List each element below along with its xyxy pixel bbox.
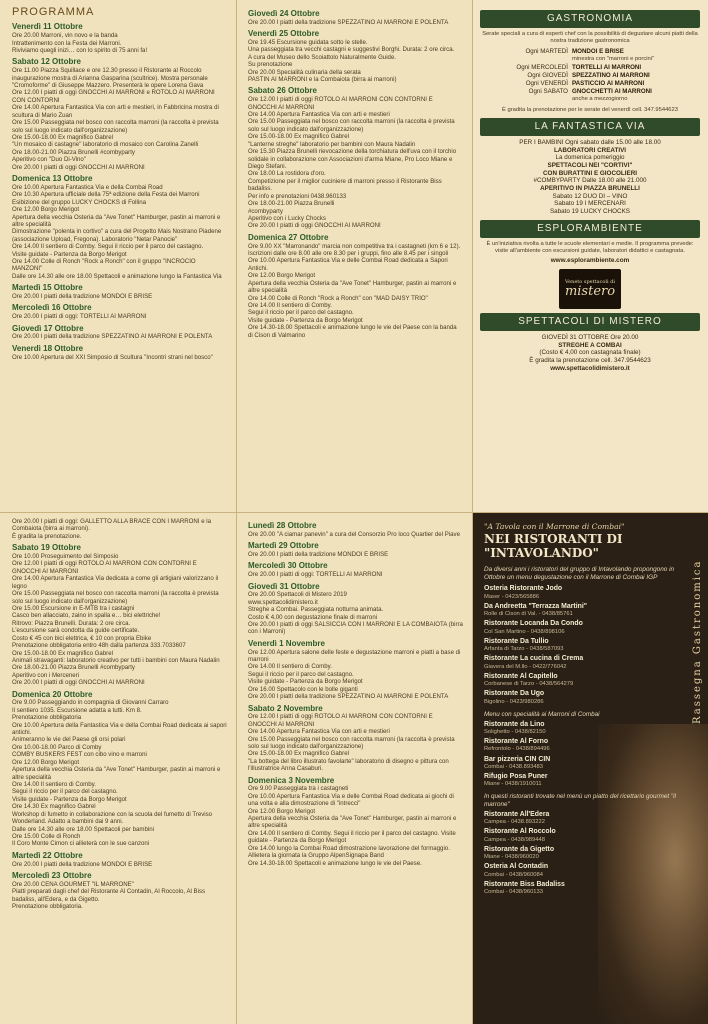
program-entry: Ore 14.00 Apertura Fantastica Via dedicata a come gli artigiani valorizzano il legno [12,575,219,590]
restaurant-item [484,738,680,753]
gastronomia-day: Ogni GIOVEDÌ [527,71,568,79]
program-entry: Ore 15.00 Passeggiata nel bosco con raccolta marroni (la raccolta è prevista solo sul luogo indicato dall'organizzazione) [12,590,219,605]
restaurant-info: Corbanese di Tarzo - 0438/564279 [484,681,574,688]
restaurant-info: Bigolino - 0423/980286 [484,698,544,705]
program-entry: Aperitivo con i Lucky Chocks [248,214,326,222]
program-entry: Apertura della vecchia Osteria da "Ave Tonet" Hamburger, pastin ai marroni e altre specialità [12,213,221,228]
program-entry: Ore 9.00 XX "Marronando" marcia non competitiva tra i castagneti (km 6 e 12). [248,242,461,250]
restaurant-info: Maser - 0423/565886 [484,593,540,600]
program-entry: Casco ben allacciato, zaino in spalla e… bici elettriche! [12,612,161,620]
fantastica-line: LABORATORI CREATIVI [553,146,627,154]
program-entry: Ritrovo: Piazza Brunelli. Durata: 2 ore circa. [12,619,131,627]
restaurant-info: Combai - 0438/960133 [484,889,543,896]
program-entry: Ore 20.00 I piatti di oggi SALSICCIA CON I MARRONI E LA COMBAIOTA (birra con i Marroni) [248,620,463,636]
program-entry: Ore 20.00 I piatti di oggi GNOCCHI AI MARRONI [12,163,145,171]
esplorambiente-text: È un'iniziativa rivolta a tutte le scuole elementari e medie. Il programma prevede: visite all'ambiente con escursioni guidate, laboratori didattici e castagnata. [486,240,694,254]
gastronomia-row [480,64,700,72]
panel-programma-2 [236,0,472,512]
restaurant-item [484,673,680,688]
program-day-heading: Martedì 29 Ottobre [248,541,319,551]
program-entry: Costo € 45 con bici elettrica, € 10 con propria Ebike [12,634,152,642]
restaurant-info: Miane - 0438/1910011 [484,781,542,788]
program-entry: Ore 9.00 Passeggiata tra i castagneti [248,785,349,793]
restaurant-item [484,638,680,653]
program-day-heading: Martedì 15 Ottobre [12,283,83,293]
program-entry: "Un mosaico di castagne" laboratorio di mosaico con Carolina Zanelli [12,141,199,149]
restaurant-item [484,585,680,600]
gastronomia-note: anche a mezzogiorno [572,96,628,103]
program-entry: Workshop di fumetto in collaborazione con la scuola del fumetto di Treviso Wonderland. Adatto a bambini dai 9 anni. [12,810,213,826]
program-entry: Ore 14.00 Il sentiero di Comby. [12,781,96,788]
vertical-title: Rassegna Gastronomica [691,559,703,725]
restaurant-name: Ristorante Al Roccolo [484,828,556,836]
program-entry: Streghe a Combai. Passeggiata notturna animata. [248,606,384,614]
restaurant-info: Refrontolo - 0438/894496 [484,746,550,753]
program-entry: Dalle ore 14.30 alle ore 18.00 Spettacoli e animazione lungo la Fantastica Via [12,272,222,280]
fantastica-line: #COMBYPARTY Dalle 18.00 alle 21.000 [533,177,647,185]
program-entry: Ore 12.00 I piatti di oggi ROTOLO AI MARRONI CON CONTORNI E GNOCCHI AI MARRONI [12,560,197,575]
fantastica-line: Sabato 12 DUO DI – VINO [552,192,628,200]
program-entry: È gradita la prenotazione. [12,532,82,540]
program-entry: Ore 10.00 Proseguimento del Simposio [12,553,119,561]
panel-programma-3 [0,512,236,1024]
program-entry: Ore 10.00 Apertura della Fantastica Via e della Combai Road dedicata ai sapori antichi. [12,721,227,737]
program-entry: Per info e prenotazioni 0438.960133 [248,192,347,200]
restaurant-info: Solighetto - 0438/82150 [484,728,546,735]
page-divider [0,512,708,513]
program-entry: L'escursione sarà condotta da guide certificate. [12,627,140,635]
program-entry: Ore 20.00 I piatti della tradizione SPEZZATINO AI MARRONI E POLENTA [248,693,449,701]
program-entry: Ore 14.00 Colle di Ronch "Rock a Ronch" con "MAD DAISY TRIO" [248,294,428,302]
restaurant-item [484,773,680,788]
program-entry: Animeranno le vie del Paese gli orsi polari [12,736,126,744]
program-entry: Il sentiero 1035. Escursione adatta a tutti. Km 8. [12,706,142,714]
mistero-logo [559,269,621,309]
program-entry: Ore 14.00 Il sentiero di Comby. Segui il riccio per il parco del castagno. Visite guidate - Partenza da Borgo Merigot [248,829,456,845]
program-entry: Ore 14.30-18.00 Spettacoli e animazione lungo le vie del Paese. [248,859,422,867]
program-entry: Ore 10.00 Apertura Fantastica Via e della Combai Road [12,183,163,191]
restaurant-item [484,881,680,896]
program-entry: Prenotazione obbligatoria. [12,902,83,910]
program-day-heading: Giovedì 31 Ottobre [248,581,320,591]
program-entry: Segui il riccio per il parco del castagno. [248,309,354,317]
restaurant-name: Ristorante Al Forno [484,738,549,746]
program-day-heading: Domenica 20 Ottobre [12,689,93,699]
program-day-heading: Sabato 12 Ottobre [12,57,81,67]
program-entry: www.spettacolidimistero.it [248,598,318,606]
gastronomia-day: Ogni MERCOLEDÌ [516,63,568,71]
program-entry: Ore 12.00 Borgo Merigot [248,272,316,280]
restaurant-name: Osteria Al Contadin [484,863,549,871]
gastronomia-dish-wrap [572,80,644,88]
program-entry: Dimostrazione "polenta in cortivo" a cura del Progetto Mais Nostrano Piadene (associazione Upload, Fregona). Laboratorio "Netar Panocie" [12,228,222,243]
gastronomia-dish: GNOCCHETTI AI MARRONI [572,88,652,96]
program-entry: Ore 14.00 Il sentiero di Comby. [248,301,332,309]
fantastica-line: SPETTACOLI NEI "CORTIVI" [547,161,633,169]
restaurant-info: Col San Martino - 0438/898106 [484,628,565,635]
program-entry: Aperitivo con "Duo Di-Vino" [12,156,86,164]
restaurant-item [484,721,680,736]
program-entry: Ore 12.00 Borgo Merigot [12,206,80,214]
restaurant-item [484,756,680,771]
gastronomia-dish-wrap [572,88,652,104]
spettacoli-line: www.spettacolidimistero.it [550,364,630,372]
gastronomia-dish-wrap [572,64,641,72]
program-entry: Ore 11.00 Piazza Squillace e ore 12.30 presso il Ristorante al Roccolo inaugurazione mostra di Arianna Gasparina (scultrice). Mostra personale "Cromoforme" di Giuseppe Mazzero. Presenterà le opere Lorena Gava [12,67,208,90]
program-day-heading: Giovedì 24 Ottobre [248,9,320,18]
program-entry: Ore 14.00 Il sentiero di Comby. Segui il riccio per il parco del castagno. [12,243,204,251]
program-entry: Ore 12.00 Apertura salone delle feste e degustazione marroni e piatti a base di marroni [248,648,461,663]
program-day-heading: Mercoledì 30 Ottobre [248,561,328,571]
fantastica-line: PER I BAMBINI Ogni sabato dalle 15.00 alle 18.00 [519,138,661,146]
program-entry: Apertura della vecchia Osteria da "Ave Tonet" Hamburger, pastin ai marroni e altre specialità [12,766,221,781]
ristoranti-intro: Da diversi anni i ristoratori del gruppo di Intavolando propongono in Ottobre un menu degustazione con il Marrone di Combai IGP [484,565,675,581]
program-entry: Esibizione del gruppo LUCKY CHOCKS di Follina [12,198,147,206]
spettacoli-line: GIOVEDÌ 31 OTTOBRE Ore 20.00 [541,333,639,341]
gastronomia-row [480,88,700,104]
fantastica-line: APERITIVO IN PIAZZA BRUNELLI [540,184,640,192]
restaurant-item [484,846,680,861]
fantastica-line: Sabato 19 I MERCENARI [554,200,626,208]
program-entry: Segui il riccio per il parco del castagno. [248,670,354,678]
program-entry: Ore 20.00 I piatti di oggi: TORTELLI AI MARRONI [248,571,383,579]
program-column-2 [248,9,463,339]
program-entry: Ore 10.00 Apertura Fantastica Via e delle Combai Road dedicata ai giochi di una volta e alla dimostrazione di "intrecci" [248,792,454,808]
program-entry: Ore 15.00 Colle di Ronch [12,832,81,840]
restaurant-item [484,655,680,670]
program-entry: COMBY BUSKERS FEST con cibo vino e marroni [12,751,147,759]
program-entry: Ore 10.00 Apertura del XXI Simposio di Scultura "Incontri strani nel bosco" [12,353,213,361]
program-entry: Ore 20.00 I piatti della tradizione MONDOI E BRISE [12,860,153,868]
program-day-heading: Domenica 3 Novembre [248,775,335,785]
program-entry: Ore 20.00 "A ciamar panevin" a cura del Consorzio Pro loco Quartier del Piave [248,530,460,538]
restaurant-name: Ristorante Locanda Da Condo [484,620,583,628]
restaurant-list-2 [484,721,680,789]
programma-title: PROGRAMMA [12,6,95,18]
restaurant-item [484,690,680,705]
program-entry: Ore 14.30-18.00 Spettacoli e animazione lungo le vie del Paese con la banda di Cison di Valmarino [248,324,457,339]
program-day-heading: Domenica 27 Ottobre [248,232,329,242]
program-entry: Ore 20.00 CENA GOURMET "IL MARRONE" [12,880,134,888]
program-day-heading: Martedì 22 Ottobre [12,850,83,860]
restaurant-name: Rifugio Posa Puner [484,772,548,780]
gastronomia-day: Ogni VENERDÌ [525,80,568,88]
gastronomia-day: Ogni SABATO [528,88,568,96]
restaurant-name: Ristorante Da Ugo [484,690,545,698]
program-entry: Ore 20.00 Specialità culinaria della serata [248,68,361,76]
gastronomia-day: Ogni MARTEDÌ [525,48,568,56]
program-day-heading: Mercoledì 23 Ottobre [12,870,92,880]
restaurant-name: Ristorante Da Tullio [484,637,549,645]
program-entry: Ore 15.30 Piazza Brunelli rievocazione della torchiatura dell'uva con il torchio solidale in collaborazione con Associazioni d'arma Miane, Pro Loco Miane e Diego Stefani. [248,148,457,170]
program-entry: Su prenotazione [248,61,293,69]
ristoranti-sub3: In questi ristoranti trovate nel menù un piatto del ricettario gourmet "il marrone" [484,793,676,809]
program-entry: Ore 15.00-18.00 Ex magnifico Gabrel [248,750,349,758]
program-column-3 [12,518,227,910]
restaurant-name: Ristorante Biss Badaliss [484,880,565,888]
program-entry: Visite guidate - Partenza da Borgo Merigot [248,678,363,686]
logo-small-text: Veneto spettacoli di [564,278,616,285]
spettacoli-list [480,334,700,372]
panel-ristoranti [472,512,708,1024]
program-entry: Costo € 4,00 con degustazione finale di marroni [248,613,378,621]
restaurant-info: Arfanta di Tarzo - 0438/587093 [484,646,564,653]
gastronomia-intro: Serate speciali a cura di esperti chef con la possibilità di degustare alcuni piatti della nostra tradizione gastronomica [482,31,698,45]
spettacoli-line: STREGHE A COMBAI [558,341,622,349]
program-entry: Ore 15.00-18.00 Ex magnifico Gabrel [12,649,113,657]
restaurant-name: Ristorante da Gigetto [484,845,555,853]
program-day-heading: Venerdì 25 Ottobre [248,29,320,39]
gastronomia-dish-wrap [572,48,654,64]
program-entry: Ore 14.00 Apertura Fantastica Via con arti e mestieri, in Fabbricina mostra di scultura di Mario Zuan [12,104,219,119]
program-entry: Ore 18.00-21.00 Piazza Brunelli #combyparty [12,664,135,672]
restaurant-item [484,811,680,826]
restaurant-item [484,828,680,843]
restaurant-name: Da Andreetta "Terrazza Martini" [484,602,588,610]
program-entry: Ore 14.00 Apertura Fantastica Via con arti e mestieri [248,111,390,119]
program-entry: Ore 12.00 Borgo Merigot [12,758,80,766]
program-day-heading: Sabato 19 Ottobre [12,543,81,553]
program-day-heading: Lunedì 28 Ottobre [248,521,317,530]
restaurant-info: Rolle di Cison di Val. - 0438/85761 [484,611,573,618]
program-entry: Ore 20.00 Spettacoli di Mistero 2019 [248,591,347,599]
program-entry: Ore 20.00 I piatti di oggi GNOCCHI AI MARRONI [248,222,381,230]
program-entry: Ore 12.00 I piatti di oggi GNOCCHI AI MARRONI e ROTOLO AI MARRONI CON CONTORNI [12,89,215,104]
fantastica-line: CON BURATTINI E GIOCOLIERI [543,169,637,177]
program-entry: Ore 15.00-18.00 Ex magnifico Gabrel [248,133,349,141]
program-entry: PASTIN AI MARRONI e la Combaiota (birra ai marroni) [248,76,397,84]
program-entry: Ore 14.00 lungo la Combai Road dimostrazione lavorazione del formaggio. Allietera la giornata la Gruppo AlpenSignapa Band [248,844,450,860]
program-entry: Ore 12.00 Borgo Merigot [248,807,316,815]
restaurant-name: Ristorante da Lino [484,720,545,728]
program-day-heading: Venerdì 18 Ottobre [12,343,84,353]
program-entry: Ore 15.00 Escursione in E-MTB tra i castagni [12,604,135,612]
program-entry: Ore 20.00 I piatti di oggi: TORTELLI AI MARRONI [12,313,147,321]
program-entry: Ore 10.00-18.00 Parco di Comby [12,743,102,751]
gastronomia-dish: PASTICCIO AI MARRONI [572,80,645,88]
program-entry: Ore 20.00 I piatti della tradizione SPEZZATINO AI MARRONI E POLENTA [12,333,213,341]
restaurant-item [484,620,680,635]
spettacoli-line: (Costo € 4,00 con castagnata finale) [539,349,641,357]
program-entry: Ore 20.00 I piatti della tradizione MONDOI E BRISE [248,550,389,558]
fantastica-list [480,139,700,216]
program-entry: Ore 20.00 I piatti di oggi: GALLETTO ALLA BRACE CON I MARRONI e la Combaiota (birra ai marroni). [12,518,212,533]
restaurant-name: Osteria Ristorante Jodo [484,585,563,593]
program-entry: Ore 14.00 Il sentiero di Comby. [248,663,332,671]
restaurant-info: Campea - 0438.893222 [484,819,545,826]
panel-programma-1 [0,0,236,512]
program-entry: Ore 15.00 Passeggiata nel bosco con raccolta marroni (la raccolta è prevista solo sul luogo indicato dall'organizzazione) [248,118,455,133]
esplorambiente-link[interactable]: www.esplorambiente.com [550,256,630,264]
program-entry: Iscrizioni dalle ore 8.00 alle ore 8.30 per i gruppi, fino alle 8.45 per i singoli [248,249,449,257]
program-entry: Aperitivo con i Merceneri [12,671,80,679]
restaurant-list-1 [484,585,680,705]
restaurant-item [484,603,680,618]
program-day-heading: Venerdì 11 Ottobre [12,22,83,32]
program-entry: A cura del Museo dello Scoiattolo Naturalmente Guide. [248,53,397,61]
program-day-heading: Venerdì 1 Novembre [248,638,325,648]
restaurant-list-3 [484,811,680,896]
program-entry: Dalle ore 14.30 alle ore 18.00 Spettacoli per bambini [12,825,154,833]
program-entry: Competizione per il miglior cuciniere di marroni presso il Ristorante Biss badaliss. [248,177,442,193]
gastronomia-row [480,80,700,88]
gastronomia-dish: MONDOI E BRISE [572,48,624,56]
program-entry: Ore 20.00 I piatti della tradizione SPEZZATINO AI MARRONI E POLENTA [248,18,449,26]
ristoranti-title: NEI RISTORANTI DI "INTAVOLANDO" [484,532,623,561]
fantastica-line: Sabato 19 LUCKY CHOCKS [549,207,631,215]
ristoranti-quote: "A Tavola con il Marrone di Combai" [484,522,625,531]
program-entry: Ore 18.00-21.00 Piazza Brunelli [248,200,335,208]
gastronomia-row [480,72,700,80]
fantastica-banner: LA FANTASTICA VIA [480,118,700,136]
panel-gastronomia [472,0,708,512]
restaurant-info: Combai - 0438.893483 [484,763,543,770]
program-entry: Ore 9.00 Passeggiando in compagnia di Giovanni Carraro [12,699,169,707]
program-entry: Apertura della vecchia Osteria da "Ave Tonet" Hamburger, pastin ai marroni e altre specialità [248,279,457,295]
program-entry: Ore 18.00 La rostidora d'oro. [248,170,326,178]
program-day-heading: Mercoledì 16 Ottobre [12,303,92,313]
gastronomia-banner: GASTRONOMIA [480,10,700,28]
program-entry: Visite guidate - Partenza da Borgo Merigot [12,250,127,258]
restaurant-item [484,863,680,878]
fantastica-line: La domenica pomeriggio [555,154,625,162]
restaurant-name: Ristorante Al Capitello [484,672,558,680]
spettacoli-line: È gradita la prenotazione cell. 347.9544623 [529,356,651,364]
program-entry: Apertura della vecchia Osteria da "Ave Tonet" Hamburger, pastin ai marroni e altre specialità [248,815,457,830]
program-day-heading: Domenica 13 Ottobre [12,174,93,184]
program-entry: Riviviamo quegli inizi… con lo spirito di 75 anni fa! [12,47,148,54]
program-column-4 [248,521,463,867]
program-entry: Ore 12.00 I piatti di oggi ROTOLO AI MARRONI CON CONTORNI E GNOCCHI AI MARRONI [248,713,433,728]
program-entry: Ore 10.30 Apertura ufficiale della 75ª edizione della Festa dei Marroni [12,191,200,199]
restaurant-info: Miane - 0438/960020 [484,854,539,861]
program-entry: Una passeggiata tra vecchi castagni e suggestivi Borghi. Durata: 2 ore circa. [248,46,455,54]
program-entry: Ore 10.00 Apertura Fantastica Via e delle Combai Road dedicata a Sapori Antichi. [248,257,448,272]
program-entry: Segui il riccio per il parco del castagno. [12,788,118,796]
program-entry: "Lanterne streghe" laboratorio per bambini con Maura Nadalin [248,140,416,148]
program-entry: Visite guidate - Partenza da Borgo Merigot [248,316,363,324]
program-day-heading: Sabato 26 Ottobre [248,86,317,96]
program-day-heading: Sabato 2 Novembre [248,703,323,713]
program-entry: Ore 14.30 Ex magnifico Gabrel [12,803,96,811]
program-entry: Ore 12.00 I piatti di oggi ROTOLO AI MARRONI CON CONTORNI E GNOCCHI AI MARRONI [248,96,433,111]
program-entry: Ore 20.00 I piatti della tradizione MONDOI E BRISE [12,293,153,301]
program-entry: Visite guidate - Partenza da Borgo Merigot [12,795,127,803]
program-entry: Piatti preparati dagli chef del Ristorante Al Contadin, Al Roccolo, Al Biss badaliss, all'Edera, e da Gigetto. [12,888,206,903]
gastronomia-dish-wrap [572,72,650,80]
gastronomia-row [480,48,700,64]
program-entry: Ore 15.00 Passeggiata nel bosco con raccolta marroni (la raccolta è prevista solo sul luogo indicato dall'organizzazione) [12,119,219,134]
gastronomia-dish: TORTELLI AI MARRONI [572,63,642,71]
program-day-heading: Giovedì 17 Ottobre [12,323,84,333]
program-column-1 [12,22,227,361]
ristoranti-sub2: Menu con specialità ai Marroni di Combai [484,710,600,718]
program-entry: Ore 18.00-21.00 Piazza Brunelli #combyparty [12,148,135,156]
gastronomia-dish: SPEZZATINO AI MARRONI [572,71,650,79]
program-entry: Ore 16.00 Spettacolo con le bolle giganti [248,685,358,693]
esplorambiente-banner: ESPLORAMBIENTE [480,220,700,238]
program-entry: Il Coro Monte Cimon ci allieterà con le sue canzoni [12,840,150,848]
program-entry: Ore 20.00 I piatti di oggi GNOCCHI AI MARRONI [12,679,145,687]
restaurant-name: Bar pizzeria CIN CIN [484,755,551,763]
program-entry: Prenotazione obbligatoria [12,714,82,722]
restaurant-info: Campea - 0438/989448 [484,836,545,843]
restaurant-name: Ristorante All'Edera [484,810,550,818]
program-entry: Prenotazione obbligatoria entro 48h dalla partenza 333.7033607 [12,642,186,650]
panel-programma-4 [236,512,472,1024]
program-entry: Intrattenimento con la Festa dei Marroni. [12,39,122,47]
program-entry: Ore 14.00 Apertura Fantastica Via con arti e mestieri [248,728,390,736]
program-entry: Ore 14.00 Colle di Ronch "Rock a Ronch" con il gruppo "INCROCIO MANZONI" [12,258,196,273]
logo-text: mistero [564,283,616,299]
spettacoli-banner: SPETTACOLI DI MISTERO [480,313,700,331]
gastronomia-footer: È gradita la prenotazione per le serate del venerdì cell. 347.9544623 [502,106,678,113]
restaurant-info: Combai - 0438/960084 [484,871,543,878]
program-entry: Ore 15.00 Passeggiata nel bosco con raccolta marroni (la raccolta è prevista solo sul luogo indicato dall'organizzazione) [248,735,455,750]
program-entry: Ore 20.00 Marroni, vin novo e la banda [12,32,118,40]
gastronomia-list [480,48,700,103]
restaurant-name: Ristorante La cucina di Crema [484,655,584,663]
program-entry: "La bottega del libro illustrato favolarte" laboratorio di disegno e pittura con l'illustratrice Anna Casaburi. [248,757,449,773]
program-entry: Ore 15.00-18.00 Ex magnifico Gabrel [12,133,113,141]
restaurant-info: Giavera del M.llo - 0422/776042 [484,663,567,670]
program-entry: #combyparty [248,207,283,215]
gastronomia-note: minestra con "marroni e porcini" [572,56,655,63]
program-entry: Ore 19.45 Escursione guidata sotto le stelle. [248,38,368,46]
program-entry: Animali stravaganti: laboratorio creativo per tutti i bambini con Maura Nadalin [12,656,220,664]
